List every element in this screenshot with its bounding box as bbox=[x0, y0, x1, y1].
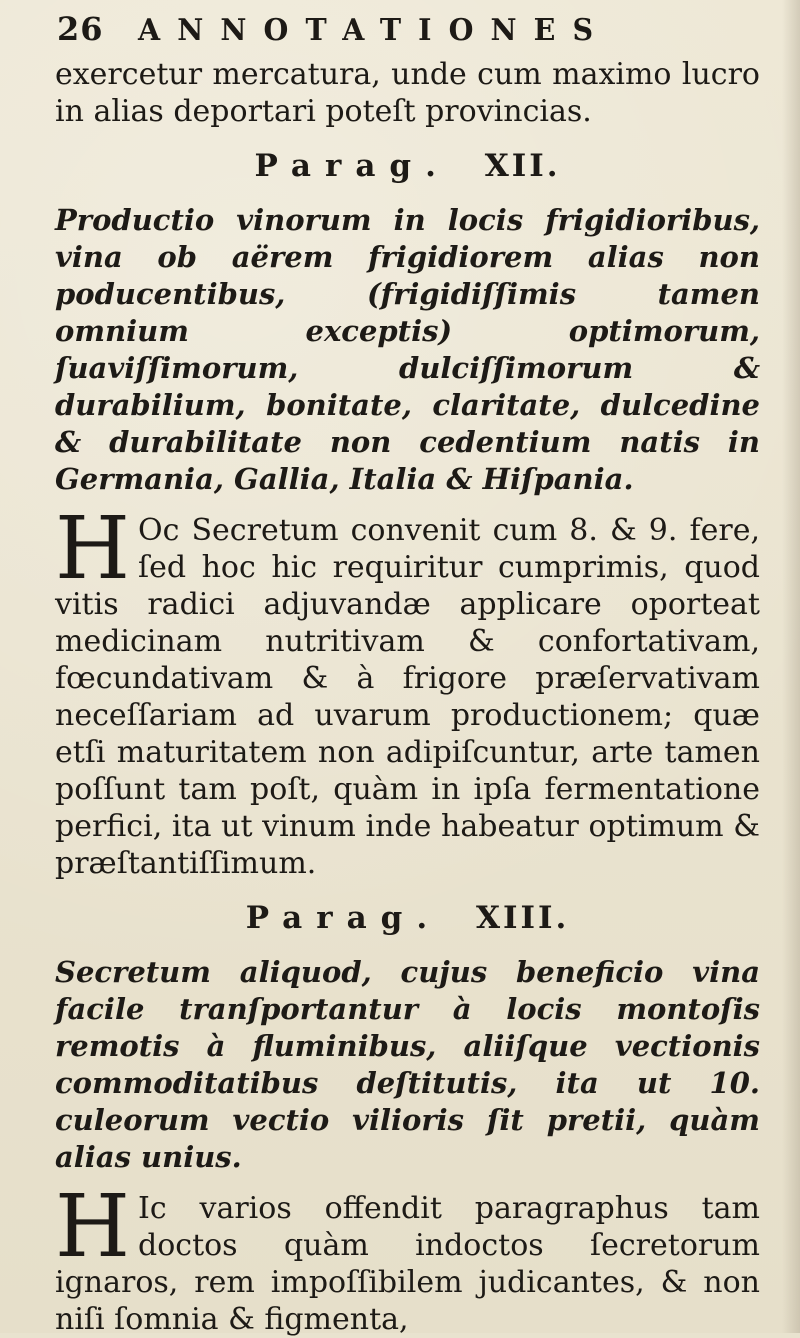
page-edge-shadow bbox=[782, 0, 800, 1333]
paragraph-heading-number: XII. bbox=[484, 148, 561, 184]
paragraph-heading-13 bbox=[55, 900, 760, 936]
intro-paragraph: exercetur mercatura, unde cum maximo lucro in alias deportari poteſt provincias. bbox=[55, 57, 760, 129]
paragraph-heading-12 bbox=[55, 148, 760, 184]
paragraph-title-12: Productio vinorum in locis frigidioribus, vina ob aërem frigidiorem alias non poducentibus, (frigidiſſimis tamen omnium exceptis) optimorum, ſuaviſſimorum, dulciſſimorum & durabilium, bonitate, claritate, dulcedine & durabilitate non cedentium natis in Germania, Gallia, Italia & Hiſpania. bbox=[55, 203, 760, 496]
paragraph-title-13: Secretum aliquod, cujus beneficio vina facile tranſportantur à locis montoſis remotis à fluminibus, aliiſque vectionis commoditatibus deſtitutis, ita ut 10. culeorum vectio vilioris ſit pretii, quàm alias unius. bbox=[55, 955, 760, 1174]
running-title: ANNOTATIONES bbox=[137, 13, 610, 48]
drop-cap: H bbox=[55, 499, 130, 599]
page-number: 26 bbox=[57, 10, 104, 48]
running-head bbox=[57, 10, 760, 56]
body-text: Ic varios offendit paragraphus tam doctos quàm indoctos ſecretorum ignaros, rem impoſſibilem judicantes, & non niſi ſomnia & figmenta, bbox=[55, 1191, 760, 1337]
body-text: Oc Secretum convenit cum 8. & 9. fere, ſed hoc hic requiritur cumprimis, quod vitis radici adjuvandæ applicare oporteat medicinam nutritivam & confortativam, fœcundativam & à frigore præſervativam neceſſariam ad uvarum productionem; quæ etſi maturitatem non adipiſcuntur, arte tamen poſſunt tam poſt, quàm in ipſa fermentatione perfici, ita ut vinum inde habeatur optimum & præſtantiſſimum. bbox=[55, 513, 760, 881]
paragraph-heading-number: XIII. bbox=[475, 900, 570, 936]
paragraph-heading-label: Parag. bbox=[254, 148, 450, 184]
paragraph-body-13 bbox=[55, 1177, 760, 1338]
paragraph-body-12 bbox=[55, 499, 760, 882]
paragraph-heading-label: Parag. bbox=[245, 900, 442, 936]
drop-cap: H bbox=[55, 1177, 130, 1277]
